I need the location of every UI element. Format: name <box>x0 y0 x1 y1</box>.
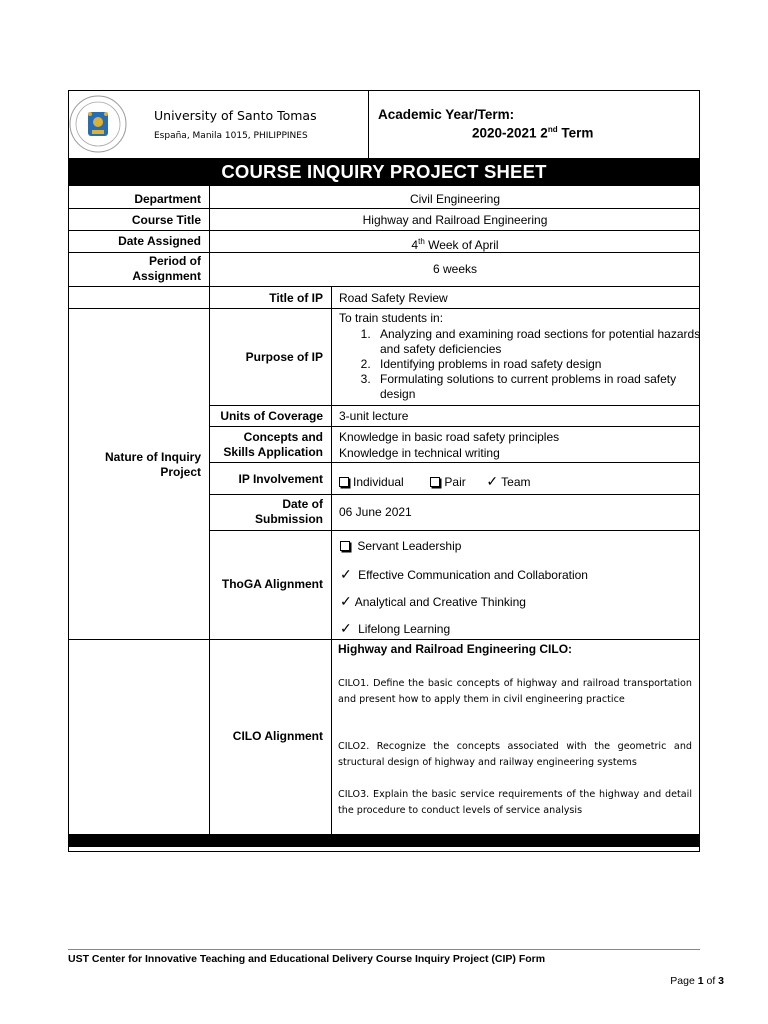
academic-year-value: 2020-2021 2nd Term <box>472 125 594 141</box>
title-of-ip-value: Road Safety Review <box>339 291 448 305</box>
university-name: University of Santo Tomas <box>154 108 317 123</box>
cilo-2: CILO2. Recognize the concepts associated with the geometric and structural design of highway and railway engineering systems <box>338 741 692 768</box>
row-divider <box>68 639 700 640</box>
department-value: Civil Engineering <box>409 192 501 206</box>
page-number: Page 1 of 3 <box>670 975 724 987</box>
concepts-value-1: Knowledge in basic road safety principles <box>339 430 560 444</box>
involvement-individual: Individual <box>353 475 404 489</box>
academic-year-label: Academic Year/Term: <box>378 107 515 122</box>
checkmark-icon: ✓ <box>340 620 352 636</box>
list-item: 1. Analyzing and examining road sections for potential hazards and safety deficiencies <box>374 327 704 357</box>
purpose-intro: To train students in: <box>339 311 444 325</box>
cilo-1: CILO1. Define the basic concepts of highway and railroad transportation and present how to apply them in civil engineering practice <box>338 678 692 705</box>
course-title-label: Course Title <box>131 213 201 227</box>
header-divider <box>368 90 369 158</box>
involvement-options <box>339 474 531 490</box>
row-divider <box>209 426 700 427</box>
period-value: 6 weeks <box>432 262 478 276</box>
checkmark-icon: ✓ <box>340 566 352 582</box>
row-divider <box>209 462 700 463</box>
ust-seal-icon <box>68 92 128 156</box>
nature-of-inquiry-label: Nature of Inquiry Project <box>104 450 201 479</box>
row-divider <box>209 494 700 495</box>
cilo-heading: Highway and Railroad Engineering CILO: <box>338 642 573 656</box>
involvement-team: Team <box>501 475 531 489</box>
submission-value: 06 June 2021 <box>339 505 412 519</box>
footer-divider <box>68 949 700 950</box>
thoga-item: ✓ Lifelong Learning <box>340 620 451 636</box>
footer-text: UST Center for Innovative Teaching and Educational Delivery Course Inquiry Project (CIP) Form <box>68 953 546 965</box>
concepts-label: Concepts and Skills Application <box>223 430 323 459</box>
submission-label: Date of Submission <box>254 497 323 526</box>
thoga-item: ✓ Analytical and Creative Thinking <box>340 593 526 609</box>
title-of-ip-label: Title of IP <box>269 291 323 305</box>
cilo-label: CILO Alignment <box>232 729 323 743</box>
period-label: Period of Assignment <box>132 254 201 283</box>
purpose-list <box>338 327 704 402</box>
thoga-item: ✓ Effective Communication and Collaboration <box>340 566 588 582</box>
list-item: 3. Formulating solutions to current problems in road safety design <box>374 372 704 402</box>
course-title-value: Highway and Railroad Engineering <box>362 213 548 227</box>
row-divider <box>209 405 700 406</box>
row-divider <box>68 286 700 287</box>
units-label: Units of Coverage <box>220 409 323 423</box>
date-assigned-value: 4th Week of April <box>411 237 499 252</box>
checkmark-icon: ✓ <box>340 593 352 609</box>
involvement-pair: Pair <box>444 475 466 489</box>
checkbox-icon <box>339 477 349 487</box>
units-value: 3-unit lecture <box>339 409 409 423</box>
row-divider <box>68 230 700 231</box>
cilo-3: CILO3. Explain the basic service requirements of the highway and detail the procedure to conduct levels of service analysis <box>338 789 692 816</box>
list-item: 2. Identifying problems in road safety design <box>374 357 704 372</box>
page-title: COURSE INQUIRY PROJECT SHEET <box>68 158 700 186</box>
checkbox-icon <box>430 477 440 487</box>
department-label: Department <box>134 192 201 206</box>
purpose-label: Purpose of IP <box>245 350 323 364</box>
thoga-label: ThoGA Alignment <box>221 577 323 591</box>
form-header <box>68 90 700 158</box>
column-divider <box>331 286 332 834</box>
row-divider <box>209 530 700 531</box>
concepts-value-2: Knowledge in technical writing <box>339 446 500 460</box>
checkbox-icon <box>340 541 350 551</box>
row-divider <box>68 308 700 309</box>
involvement-label: IP Involvement <box>238 472 323 486</box>
thoga-item: Servant Leadership <box>340 539 461 553</box>
checkmark-icon: ✓ <box>486 473 499 489</box>
bottom-bar <box>68 834 700 847</box>
column-divider <box>209 186 210 834</box>
date-assigned-label: Date Assigned <box>118 234 201 248</box>
university-address: España, Manila 1015, PHILIPPINES <box>154 131 308 141</box>
row-divider <box>68 208 700 209</box>
